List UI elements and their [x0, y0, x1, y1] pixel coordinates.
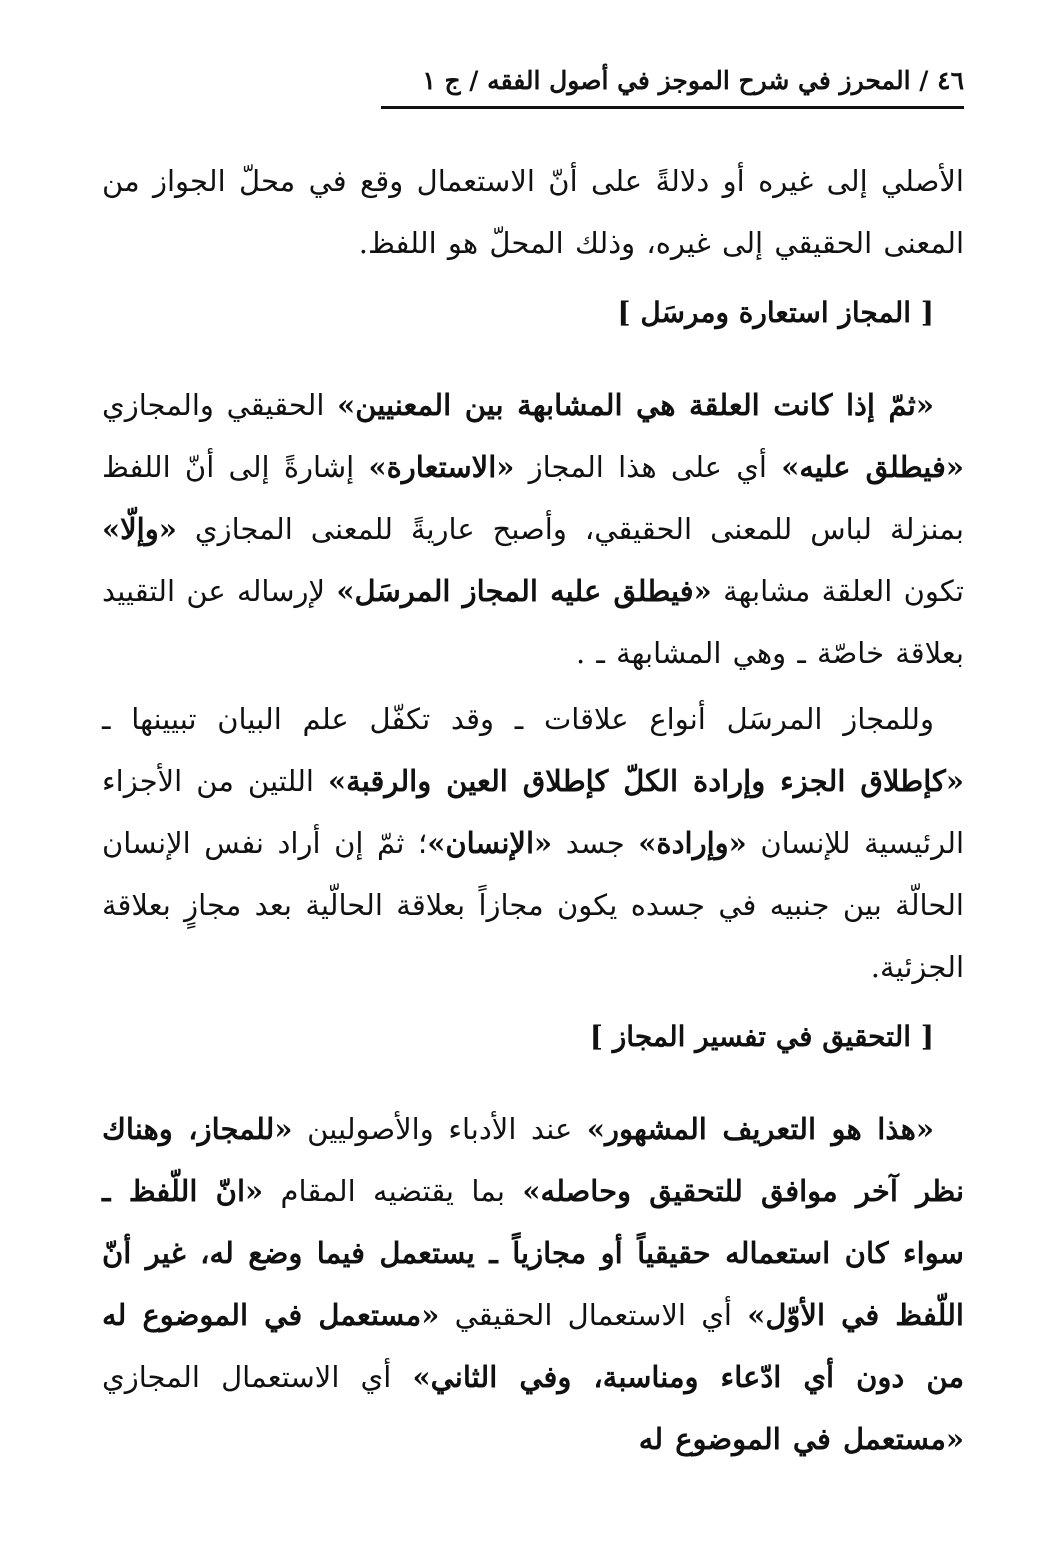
commentary-text: عند الأدباء والأصوليين [292, 1112, 587, 1146]
commentary-text: أي الاستعمال الحقيقي [439, 1298, 748, 1332]
quoted-text: «للمجاز، وهناك نظر آخر موافق للتحقيق وحاصله» [102, 1112, 965, 1208]
header-separator: / [919, 65, 929, 95]
volume-label: / ج ١ [422, 65, 479, 95]
quoted-text: «كإطلاق الجزء وإرادة الكلّ كإطلاق العين والرقبة» [328, 764, 964, 798]
quoted-text: «فيطلق عليه» [781, 450, 964, 484]
commentary-text: وللمجاز المرسَل أنواع علاقات ـ وقد تكفّل علم البيان تبيينها ـ [102, 702, 934, 736]
paragraph-investigation [102, 1098, 964, 1470]
quoted-text: «وإرادة» [638, 826, 747, 860]
section-heading-metaphor: [ المجاز استعارة ومرسَل ] [617, 296, 934, 329]
book-title: المحرز في شرح الموجز في أصول الفقه [487, 65, 911, 95]
quoted-text: «الإنسان» [427, 826, 553, 860]
commentary-text: بما يقتضيه المقام [263, 1174, 523, 1208]
commentary-text: لإرساله عن التقييد بعلاقة خاصّة ـ وهي المشابهة ـ . [102, 574, 964, 670]
paragraph-metaphor [102, 374, 964, 684]
header-rule [381, 106, 964, 109]
section-heading-investigation: [ التحقيق في تفسير المجاز ] [589, 1020, 934, 1053]
quoted-text: «هذا هو التعريف المشهور» [586, 1112, 934, 1146]
quoted-text: «مستعمل في الموضوع له [638, 1422, 964, 1456]
commentary-text: أي الاستعمال المجازي [102, 1360, 413, 1394]
commentary-text: أي على هذا المجاز [514, 450, 782, 484]
commentary-text: إشارةً إلى أنّ اللفظ بمنزلة لباس للمعنى الحقيقي، وأصبح عاريةً للمعنى المجازي [102, 450, 964, 546]
commentary-text: تكون العلقة مشابهة [711, 574, 965, 608]
quoted-text: «وإلّا» [102, 512, 177, 546]
quoted-text: «الاستعارة» [368, 450, 515, 484]
page-number: ٤٦ [937, 65, 964, 95]
commentary-text: ؛ ثمّ إن أراد نفس الإنسان الحالّة بين جنبيه في جسده يكون مجازاً بعلاقة الحالّية بعد مجازٍ بعلاقة الجزئية. [102, 826, 964, 984]
quoted-text: «فيطلق عليه المجاز المرسَل» [336, 574, 712, 608]
commentary-text: جسد [552, 826, 639, 860]
commentary-text: اللتين من الأجزاء الرئيسية للإنسان [102, 764, 964, 860]
quoted-text: «انّ اللّفظ ـ سواء كان استعماله حقيقياً أو مجازياً ـ يستعمل فيما وضع له، غير أنّ اللّفظ في الأوّل» [102, 1174, 964, 1332]
paragraph-relations [102, 688, 964, 998]
quoted-text: «ثمّ إذا كانت العلقة هي المشابهة بين المعنيين» [337, 388, 935, 422]
commentary-text: الحقيقي والمجازي [102, 388, 338, 422]
body-text [102, 150, 964, 1470]
paragraph-continuation: الأصلي إلى غيره أو دلالةً على أنّ الاستعمال وقع في محلّ الجواز من المعنى الحقيقي إلى غيره، وذلك المحلّ هو اللفظ. [102, 164, 964, 260]
running-header [102, 58, 964, 102]
quoted-text: «مستعمل في الموضوع له من دون أي ادّعاء ومناسبة، وفي الثاني» [102, 1298, 964, 1394]
